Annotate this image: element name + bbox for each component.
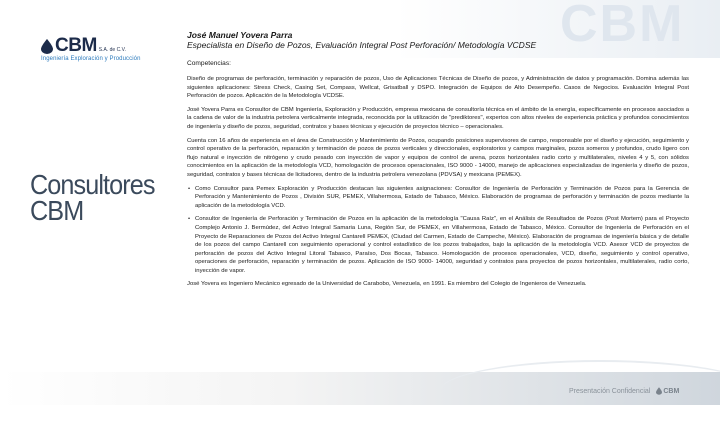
watermark-logo: CBM (560, 0, 685, 53)
consultores-line: Consultores (30, 169, 155, 200)
footer-logo (656, 387, 679, 395)
footer (569, 387, 679, 395)
list-item: • Consultor de Ingeniería de Perforación y Terminación de Pozos en la aplicación de la metodología "Causa Raíz", en el Análisis de Resultados de Pozos (Post Mortem) para el Proyecto Complejo Antonio J. Bermúdez, del Activo Integral Samaria Luna, Región Sur, de PEMEX, en Villahermosa, Estado de Tabasco, México. Consultor de Ingeniería de Perforación en el Proyecto de Reparaciones de Pozos del Activo Integral Cantarell PEMEX, (Ciudad del Carmen, Estado de Campeche, México). Elaboración de programas de ingeniería básica y de detalle de los pozos del campo Cantarell con seguimiento operacional y control estadístico de los pozos trabajados, bajo la aplicación de la metodología VCD. Asesor VCD de proyectos de perforación de pozos del Activo Integral Litoral Tabasco, Paraíso, Dos Bocas, Tabasco. Homologación de procesos operacionales, VCD, diseño, seguimiento y control operativo, operaciones de perforación, reparación y terminación de pozos. Aplicación de ISO 9000- 14000, seguridad y contratos para proyectos de pozos horizontales, multilaterales, radio corto, inyección de vapor. (187, 215, 689, 275)
oil-drop-icon (41, 39, 53, 54)
education-paragraph: José Yovera es Ingeniero Mecánico egresado de la Universidad de Carabobo, Venezuela, en 1991. Es miembro del Colegio de Ingenieros de Venezuela. (187, 281, 587, 288)
person-role: Especialista en Diseño de Pozos, Evaluación Integral Post Perforación/ Metodología VCDSE (187, 40, 537, 50)
logo-suffix: S.A. de C.V. (98, 47, 126, 53)
footer-brand: CBM (663, 387, 680, 395)
cbm-line: CBM (30, 195, 84, 226)
logo-brand: CBM (55, 35, 97, 56)
person-name: José Manuel Yovera Parra (187, 30, 293, 40)
list-item: • Como Consultor para Pemex Exploración y Producción destacan las siguientes asignaciones: Consultor de Ingeniería de Perforación y Terminación de Pozos para la Gerencia de Perforación y Mantenimiento de Pozos , División SUR, PEMEX, Villahermosa, Estado de Tabasco, México. Elaboración de programas de perforación y terminación de pozos mediante la aplicación de la metodología VCD. (187, 185, 689, 211)
competencias-label: Competencias: (187, 60, 231, 67)
profile-content (187, 30, 689, 289)
assignments-list (187, 185, 689, 276)
company-logo (41, 35, 141, 62)
oil-drop-icon (656, 387, 662, 395)
competencias-paragraph: Diseño de programas de perforación, terminación y reparación de pozos, Uso de Aplicaciones Técnicas de Diseño de pozos, y Administración de datos y programación. Domina además las siguientes aplicaciones: Stress Check, Casing Set, Compass, Wellcat, Grisatball y DSPO. Integración de Equipos de Alto Desempeño. Casos de Negocios. Evaluación Integral Post Perforación de pozos. Aplicación de la Metodología VCDSE. (187, 76, 689, 100)
footer-text: Presentación Confidencial (569, 387, 651, 395)
experience-paragraph: Cuenta con 16 años de experiencia en el área de Construcción y Mantenimiento de Pozos, ocupando posiciones supervisores de campo, responsable por el diseño y ejecución, seguimiento y control operativo de la perforación, reparación y terminación de pozos de pozos verticales y direccionales, exploratorios y campos marginales, pozos someros y profundos, crudo ligero con flujo natural e inyección de nitrógeno y crudo pesado con inyección de vapor y equipos de control de arena, pozos horizontales radio corto y multilaterales, niveles 4 y 5, con sólidos conocimientos en la aplicación de la metodología VCD, homologación de procesos operacionales, ISO 9000 - 14000, manejo de aplicaciones especializadas de ingeniería y diseño de pozos, seguridad, contratos y bases técnicas de licitadores, dentro de la industria petrolera venezolana (PDVSA) y mexicana (PEMEX). (187, 137, 689, 178)
logo-subtitle: Ingeniería Exploración y Producción (41, 56, 141, 62)
consultant-paragraph: José Yovera Parra es Consultor de CBM Ingeniería, Exploración y Producción, empresa mexicana de consultoría técnica en el ámbito de la energía, específicamente en procesos asociados a la cadena de valor de la industria petrolera verticalmente integrada, reconocida por la utilización de "prediktores", expertos con altos niveles de experiencia práctica y profundos conocimientos de ingeniería y diseño de pozos, seguridad, contratos y bases técnicas y ejecución de proyectos técnico – operacionales. (187, 106, 689, 130)
consultores-cbm-title (30, 169, 168, 226)
